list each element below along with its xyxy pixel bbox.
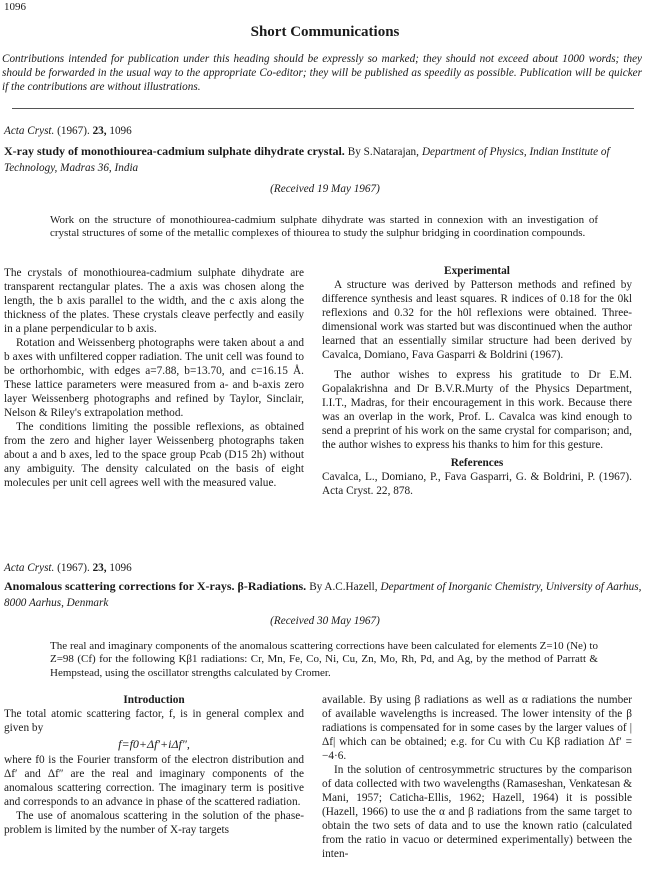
article1-paragraph: The crystals of monothiourea-cadmium sulphate dihydrate are transparent rectangular plates. The a axis was chosen along the length, the b axis parallel to the width, and the c axis along the thickness of the plates. These crystals cleave perfectly and easily in a plane perpendicular to b axis. bbox=[4, 267, 304, 335]
article2-author: By A.C.Hazell, bbox=[309, 581, 378, 593]
article2-affiliation: Department of Inorganic Chemistry, University of Aarhus, 8000 Aarhus, Denmark bbox=[4, 581, 642, 609]
article2-paragraph: The total atomic scattering factor, f, is in general complex and given by bbox=[4, 708, 304, 734]
article1-abstract: Work on the structure of monothiourea-cadmium sulphate dihydrate was started in connexion with an investigation of crystal structures of some of the metallic complexes of thiourea to study the sulphur bridging in coordination compounds. bbox=[50, 214, 598, 240]
article1-citation: Acta Cryst. (1967). 23, 1096 bbox=[4, 125, 132, 137]
article2-abstract: The real and imaginary components of the anomalous scattering corrections have been calculated for elements Z=10 (Ne) to Z=98 (Cf) for the following Kβ1 radiations: Cr, Mn, Fe, Co, Ni, Cu, Zn, Mo, Rh, Pd, and Ag, by the method of Parratt & Hempstead, using the oscillator strengths calculated by Cromer. bbox=[50, 640, 598, 679]
article1-acknowledgement: The author wishes to express his gratitude to Dr E.M. Gopalakrishna and Dr B.V.R.Murty of the Physics Department, I.I.T., Madras, for their encouragement in this work. Because there was an overlap in the work, Prof. L. Cavalca was kind enough to send a preprint of his work on the same crystal for comparison; and, the author wishes to express his thanks to him for this gesture. bbox=[322, 369, 632, 451]
experimental-heading: Experimental bbox=[444, 265, 510, 277]
article2-paragraph: available. By using β radiations as well as α radiations the number of available wavelengths is increased. The lower intensity of the β radiations is compensated for in some cases by the larger values of |Δf| which can be obtained; e.g. for Cu with Cu Kβ radiation Δf′ = −4·6. bbox=[322, 694, 632, 762]
section-heading: Short Communications bbox=[250, 24, 400, 40]
article2-right-column bbox=[322, 693, 632, 861]
scattering-equation: f=f0+Δf′+iΔf″, bbox=[118, 737, 190, 751]
introduction-heading: Introduction bbox=[123, 694, 185, 706]
reference-entry: Cavalca, L., Domiano, P., Fava Gasparri, G. & Boldrini, P. (1967). Acta Cryst. 22, 878. bbox=[322, 471, 632, 497]
article2-paragraph: The use of anomalous scattering in the solution of the phase-problem is limited by the number of X-ray targets bbox=[4, 810, 304, 836]
article1-title: X-ray study of monothiourea-cadmium sulphate dihydrate crystal. bbox=[4, 144, 345, 158]
article1-right-column bbox=[322, 264, 632, 498]
article1-left-column bbox=[4, 266, 304, 490]
article2-received: (Received 30 May 1967) bbox=[270, 615, 380, 627]
article2-title-block bbox=[4, 579, 644, 611]
section-divider bbox=[12, 108, 634, 109]
article1-paragraph: A structure was derived by Patterson methods and refined by difference synthesis and least squares. R indices of 0.18 for the 0kl reflexions and 0.32 for the h0l reflexions were obtained. Three-dimensional work was started but was discontinued when the author learned that an essentially similar structure had been derived by Cavalca, Domiano, Fava Gasparri & Boldrini (1967). bbox=[322, 279, 632, 361]
article1-affiliation: Department of Physics, Indian Institute of Technology, Madras 36, India bbox=[4, 146, 610, 174]
intro-notice: Contributions intended for publication under this heading should be expressly so marked; they should not exceed about 1000 words; they should be forwarded in the usual way to the appropriate Co-editor; they will be published as speedily as possible. Publication will be quicker if the contributions are without illustrations. bbox=[2, 53, 642, 93]
article1-title-block bbox=[4, 144, 644, 176]
article1-paragraph: The conditions limiting the possible reflexions, as obtained from the zero and higher layer Weissenberg photographs taken about a and b axes, led to the space group Pcab (D15 2h) without any ambiguity. The density calculated on the basis of eight molecules per unit cell agrees well with the measured value. bbox=[4, 421, 304, 489]
article1-received: (Received 19 May 1967) bbox=[270, 183, 380, 195]
article1-author: By S.Natarajan, bbox=[347, 146, 419, 158]
article2-citation: Acta Cryst. (1967). 23, 1096 bbox=[4, 562, 132, 574]
page-number: 1096 bbox=[4, 1, 26, 13]
article2-left-column bbox=[4, 693, 304, 837]
references-heading: References bbox=[450, 457, 504, 469]
article2-paragraph: In the solution of centrosymmetric structures by the comparison of data collected with two wavelengths (Ramaseshan, Venkatesan & Mani, 1957; Caticha-Ellis, 1962; Hazell, 1964) it is possible (Hazell, 1966) to use the α and β radiations from the same target to obtain the two sets of data and to use the known ratio (calculated from the ratio in vacuo or determined experimentally) between the inten- bbox=[322, 764, 632, 860]
article2-title: Anomalous scattering corrections for X-rays. β-Radiations. bbox=[4, 579, 307, 593]
article1-paragraph: Rotation and Weissenberg photographs were taken about a and b axes with unfiltered copper radiation. The unit cell was found to be orthorhombic, with edges a=7.88, b=13.70, and c=16.15 Å. These lattice parameters were measured from a- and b-axis zero layer Weissenberg photographs and refined by Taylor, Sinclair, Nelson & Riley's extrapolation method. bbox=[4, 337, 304, 419]
article2-paragraph: where f0 is the Fourier transform of the electron distribution and Δf′ and Δf″ are the real and imaginary components of the anomalous scattering correction. The imaginary term is positive and corresponds to an advance in phase of the scattered radiation. bbox=[4, 754, 304, 808]
